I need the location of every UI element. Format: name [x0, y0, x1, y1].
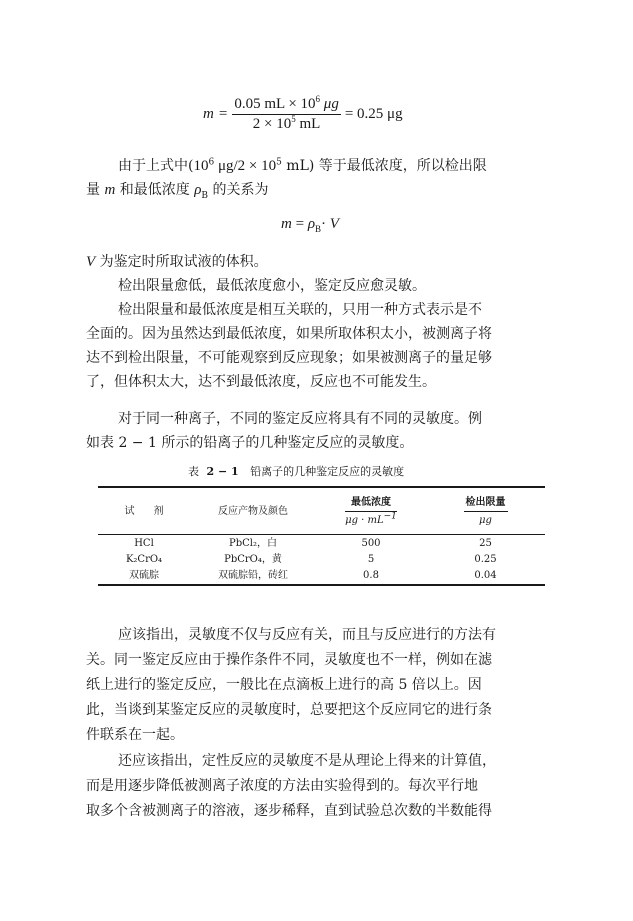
- paragraph-6-line-3: 纸上进行的鉴定反应，一般比在点滴板上进行的高 5 倍以上。因: [86, 677, 482, 693]
- cell-reagent: HCl: [98, 535, 190, 552]
- table-caption-number: 2 − 1: [206, 465, 239, 478]
- paragraph-1-line-1: 由于上式中($10^6$ $\mu g/2 \times 10^5$ mL) 等于最低浓度，所以检出限: [118, 157, 487, 174]
- paragraph-6-line-4: 此，当谈到某鉴定反应的灵敏度时，总要把这个反应同它的进行条: [86, 702, 492, 718]
- equation-1-equals: =: [218, 106, 228, 122]
- equation-1: [203, 96, 403, 133]
- paragraph-6-line-1: 应该指出，灵敏度不仅与反应有关，而且与反应进行的方法有: [118, 627, 496, 643]
- table-row: [98, 535, 545, 552]
- col-header-limit: 检出限量 μg: [426, 487, 545, 535]
- paragraph-7-line-1: 还应该指出，定性反应的灵敏度不是从理论上得来的计算值，: [118, 753, 496, 769]
- paragraph-6-line-2: 关。同一鉴定反应由于操作条件不同，灵敏度也不一样，例如在滤: [86, 652, 492, 668]
- paragraph-3: 检出限量愈低，最低浓度愈小，鉴定反应愈灵敏。: [118, 278, 426, 294]
- paragraph-7-line-3: 取多个含被测离子的溶液，逐步稀释，直到试验总次数的半数能得: [86, 803, 492, 819]
- paragraph-4-line-2: 全面的。因为虽然达到最低浓度，如果所取体积太小，被测离子将: [86, 326, 492, 342]
- equation-1-numerator: 0.05 mL × $10^6$ μg: [232, 96, 341, 115]
- paragraph-5-line-2: 如表 2 − 1 所示的铅离子的几种鉴定反应的灵敏度。: [86, 435, 414, 451]
- paragraph-6-line-5: 件联系在一起。: [86, 727, 184, 743]
- col-header-product: 反应产物及颜色: [190, 487, 316, 535]
- cell-reagent: K₂CrO₄: [125, 553, 163, 565]
- equation-1-fraction: [232, 96, 341, 133]
- col-header-reagent: 试 剂: [98, 487, 190, 535]
- cell-min-conc: 500: [316, 535, 426, 552]
- col-header-min-conc: 最低浓度 $\mu g \cdot mL^{-1}$: [316, 487, 426, 535]
- equation-1-result: = 0.25 μg: [344, 106, 403, 122]
- sensitivity-table: [98, 486, 545, 586]
- cell-min-conc: 0.8: [316, 567, 426, 585]
- table-caption-text: 铅离子的几种鉴定反应的灵敏度: [250, 465, 405, 478]
- paragraph-2: V 为鉴定时所取试液的体积。: [86, 254, 268, 270]
- cell-limit: 0.25: [474, 553, 497, 565]
- table-row: [98, 567, 545, 585]
- paragraph-1-line-2: 量 m 和最低浓度 $\rho_B$ 的关系为: [86, 182, 269, 201]
- paragraph-4-line-3: 达不到检出限量，不可能观察到反应现象；如果被测离子的量足够: [86, 350, 492, 366]
- paragraph-7-line-2: 而是用逐步降低被测离子浓度的方法由实验得到的。每次平行地: [86, 778, 478, 794]
- cell-min-conc: 5: [367, 553, 375, 565]
- equation-1-denominator: $2 \times 10^5$ mL: [252, 114, 321, 132]
- paragraph-5-line-1: 对于同一种离子，不同的鉴定反应将具有不同的灵敏度。例: [118, 411, 482, 427]
- cell-reagent: 双硫腙: [98, 567, 190, 585]
- cell-product: PbCrO₄，黄: [224, 553, 282, 565]
- equation-2: $m = \rho_B\cdot V$: [281, 216, 339, 234]
- paragraph-4-line-4: 了，但体积太大，达不到最低浓度，反应也不可能发生。: [86, 374, 436, 390]
- cell-product: 双硫腙铅，砖红: [190, 567, 316, 585]
- paragraph-4-line-1: 检出限量和最低浓度是相互关联的，只用一种方式表示是不: [118, 302, 482, 318]
- table-row: [98, 551, 545, 567]
- cell-product: PbCl₂，白: [190, 535, 316, 552]
- cell-limit: 0.04: [426, 567, 545, 585]
- cell-limit: 25: [426, 535, 545, 552]
- table-caption: [188, 463, 404, 479]
- table-caption-prefix: 表: [188, 465, 199, 478]
- equation-1-lhs: m: [203, 106, 214, 122]
